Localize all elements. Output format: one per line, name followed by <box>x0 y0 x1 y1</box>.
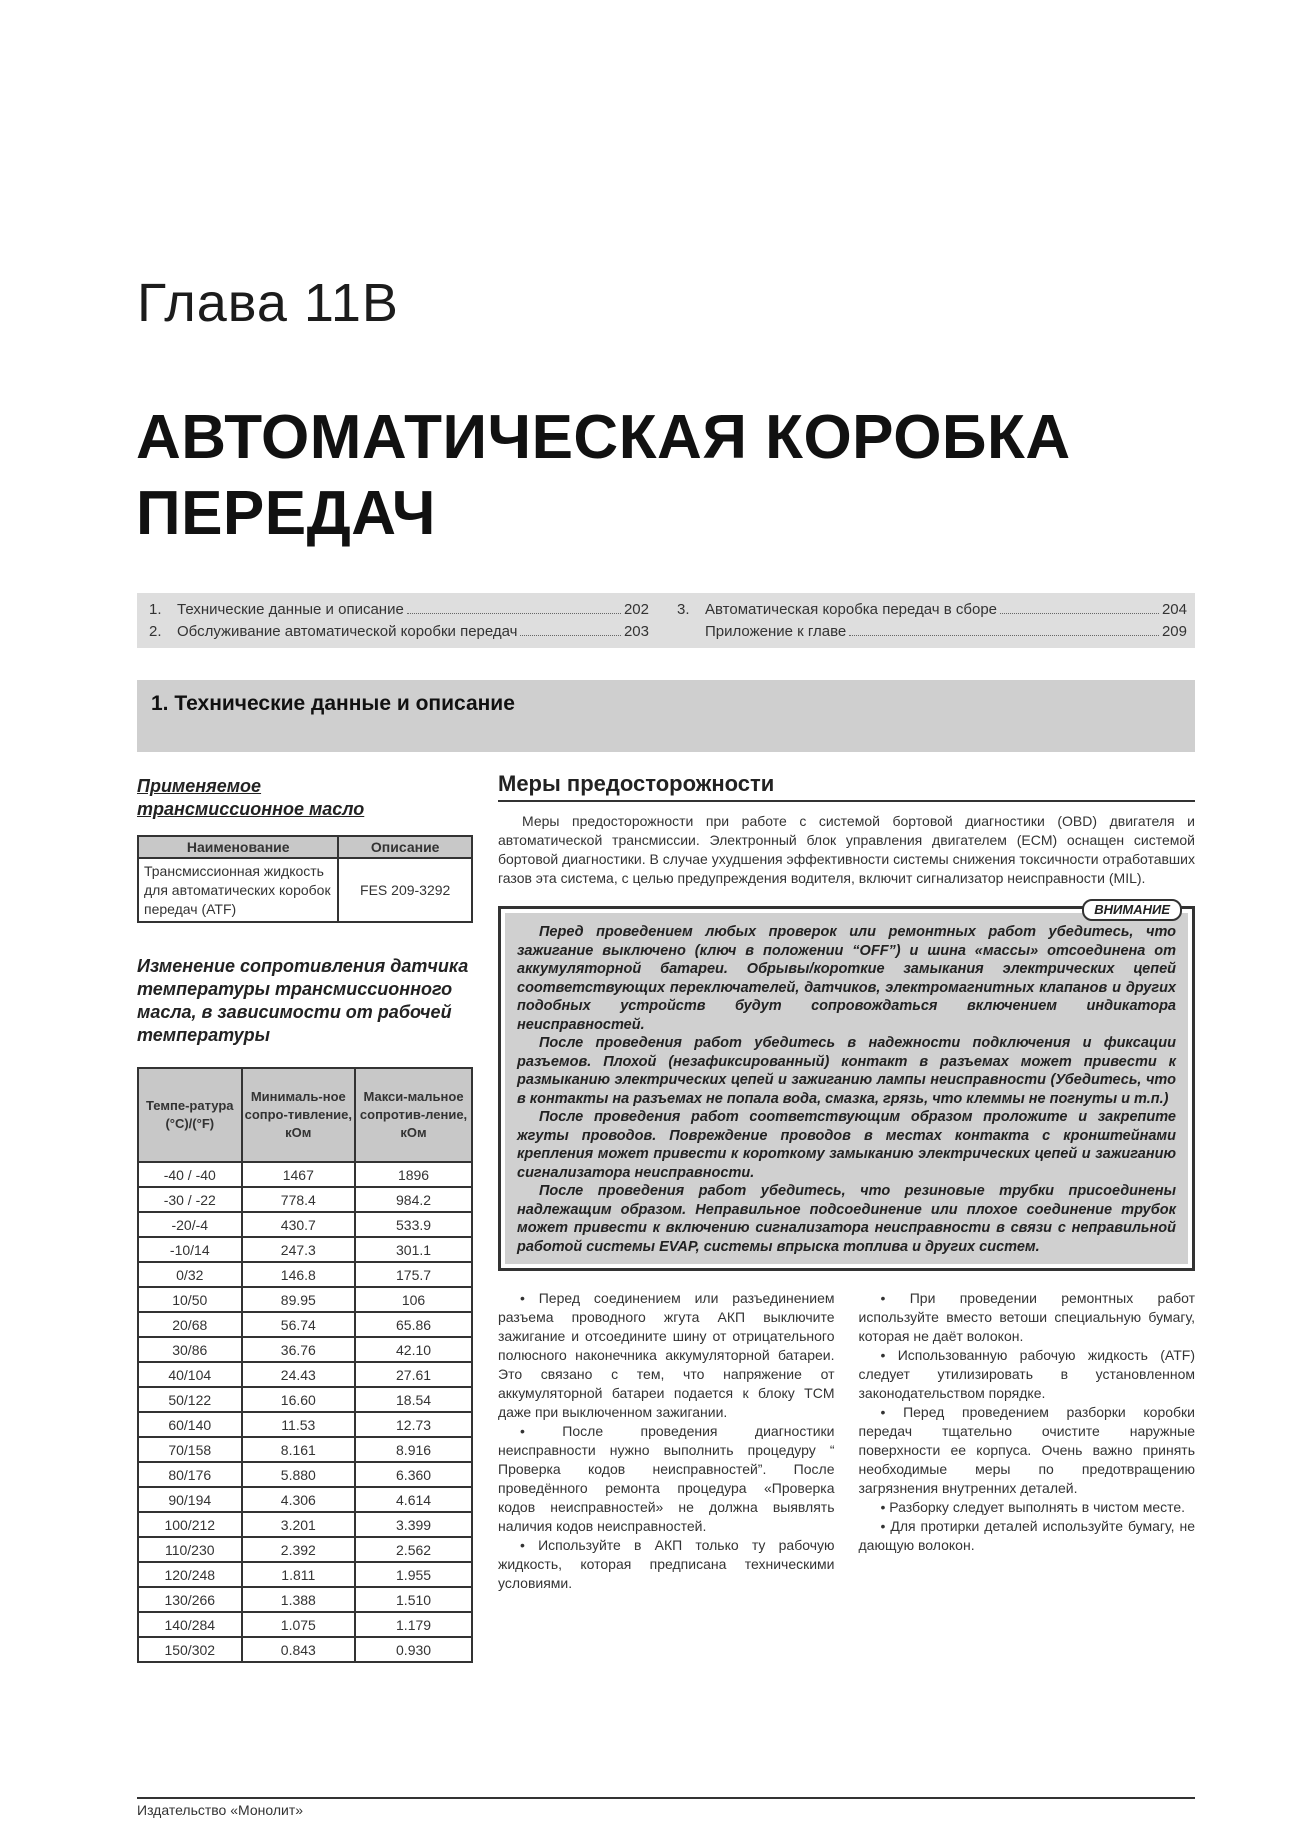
table-cell: 140/284 <box>138 1612 242 1637</box>
toc-item-number <box>677 621 705 643</box>
toc-leader-dots <box>849 621 1159 636</box>
resistance-table <box>137 1067 473 1663</box>
chapter-title-line2: ПЕРЕДАЧ <box>136 479 436 548</box>
bullet-item: • Для протирки деталей используйте бумагу, не дающую волокон. <box>858 1518 1195 1553</box>
table-cell: 4.614 <box>355 1487 472 1512</box>
table-cell: 2.392 <box>242 1537 356 1562</box>
table-cell: 89.95 <box>242 1287 356 1312</box>
oil-title-line1: Применяемое <box>137 776 262 796</box>
resistance-table-body <box>138 1162 472 1662</box>
publisher-footer: Издательство «Монолит» <box>137 1802 304 1818</box>
table-cell: 120/248 <box>138 1562 242 1587</box>
table-cell: -10/14 <box>138 1237 242 1262</box>
table-cell: 1896 <box>355 1162 472 1187</box>
table-row <box>138 1162 472 1187</box>
bullet-column-right <box>859 1289 1196 1593</box>
section-header-bar <box>137 680 1195 752</box>
toc-item-number: 1. <box>149 601 162 618</box>
table-cell: -30 / -22 <box>138 1187 242 1212</box>
table-row <box>138 1237 472 1262</box>
table-cell: 18.54 <box>355 1387 472 1412</box>
table-cell: 56.74 <box>242 1312 356 1337</box>
table-cell: 100/212 <box>138 1512 242 1537</box>
table-row <box>138 1262 472 1287</box>
toc-column-left <box>149 599 649 643</box>
table-cell: 778.4 <box>242 1187 356 1212</box>
warning-paragraph: После проведения работ убедитесь в надежности подключения и фиксации разъемов. Плохой (незафиксированный) контакт в разъемах может привести к размыканию электрических цепей и зажиганию лампы неисправности (Убедитесь, что в контакты на разъемах не попала вода, смазка, грязь, что клеммы не погнуты и т.п.) <box>517 1035 1176 1107</box>
table-row <box>138 1462 472 1487</box>
table-cell: 50/122 <box>138 1387 242 1412</box>
table-cell: 3.399 <box>355 1512 472 1537</box>
table-cell: 2.562 <box>355 1537 472 1562</box>
table-cell: 60/140 <box>138 1412 242 1437</box>
table-row <box>138 1437 472 1462</box>
table-cell: 4.306 <box>242 1487 356 1512</box>
column-header: Макси-мальное сопротив-ление, кОм <box>355 1068 472 1162</box>
table-row <box>138 1362 472 1387</box>
toc-item[interactable] <box>149 599 649 621</box>
table-row <box>138 1587 472 1612</box>
warning-box <box>498 902 1195 1271</box>
table-cell: 0.930 <box>355 1637 472 1662</box>
toc-item-page: 203 <box>623 623 649 640</box>
table-cell: 247.3 <box>242 1237 356 1262</box>
table-cell: 70/158 <box>138 1437 242 1462</box>
toc-item[interactable] <box>677 599 1187 621</box>
table-cell: 3.201 <box>242 1512 356 1537</box>
table-cell: 0.843 <box>242 1637 356 1662</box>
column-header: Описание <box>338 836 472 858</box>
toc-item-page: 209 <box>1161 623 1187 640</box>
chapter-title-line1: АВТОМАТИЧЕСКАЯ КОРОБКА <box>136 403 1071 472</box>
toc-column-right <box>677 599 1187 643</box>
toc-item[interactable] <box>149 621 649 643</box>
bullet-item: • После проведения диагностики неисправности нужно выполнить процедуру “ Проверка кодов неисправностей”. После проведённого ремонта процедура «Проверка кодов неисправностей» не должна выявлять наличия кодов неисправностей. <box>498 1423 835 1534</box>
toc-item[interactable] <box>677 621 1187 643</box>
table-row <box>138 858 472 922</box>
table-cell: 533.9 <box>355 1212 472 1237</box>
precautions-heading: Меры предосторожности <box>498 771 1195 802</box>
table-cell: 1.388 <box>242 1587 356 1612</box>
table-cell: 1.075 <box>242 1612 356 1637</box>
bullet-item: • Разборку следует выполнять в чистом месте. <box>880 1499 1186 1515</box>
oil-desc-cell: FES 209-3292 <box>338 858 472 922</box>
table-row <box>138 1637 472 1662</box>
table-row <box>138 1487 472 1512</box>
table-cell: 65.86 <box>355 1312 472 1337</box>
table-cell: -40 / -40 <box>138 1162 242 1187</box>
table-cell: 130/266 <box>138 1587 242 1612</box>
bullet-item: • При проведении ремонтных работ используйте вместо ветоши специальную бумагу, которая не даёт волокон. <box>858 1290 1195 1344</box>
column-header: Темпе-ратура (°C)/(°F) <box>138 1068 242 1162</box>
table-row <box>138 1537 472 1562</box>
warning-paragraph: После проведения работ убедитесь, что резиновые трубки присоединены надлежащим образом. Неправильное подсоединение или плохое соединение трубок может привести к включению сигнализатора неисправности в связи с неправильной работой системы EVAP, системы впрыска топлива и других систем. <box>517 1183 1176 1255</box>
table-row <box>138 1612 472 1637</box>
bullet-column-left <box>498 1289 835 1593</box>
toc-item-text: Обслуживание автоматической коробки передач <box>177 623 518 640</box>
table-cell: 984.2 <box>355 1187 472 1212</box>
chapter-title <box>136 400 1236 552</box>
table-row <box>138 1512 472 1537</box>
oil-table <box>137 835 473 923</box>
oil-section-title <box>137 775 473 821</box>
table-cell: 1.811 <box>242 1562 356 1587</box>
bullet-item: • Используйте в АКП только ту рабочую жидкость, которая предписана техническими условиями. <box>498 1537 835 1591</box>
bullet-item: • Использованную рабочую жидкость (ATF) следует утилизировать в установленном законодательством порядке. <box>858 1347 1195 1401</box>
table-cell: 5.880 <box>242 1462 356 1487</box>
precautions-intro: Меры предосторожности при работе с системой бортовой диагностики (OBD) двигателя и автоматической трансмиссии. Электронный блок управления двигателем (ECM) оснащен системой бортовой диагностики. В случае ухудшения эффективности системы снижения токсичности отработавших газов эта система, с целью предупреждения водителя, включит сигнализатор неисправности (MIL). <box>498 813 1195 886</box>
table-cell: -20/-4 <box>138 1212 242 1237</box>
table-row <box>138 1387 472 1412</box>
table-row <box>138 1312 472 1337</box>
table-cell: 16.60 <box>242 1387 356 1412</box>
left-column <box>137 775 473 1663</box>
bullet-item: • Перед проведением разборки коробки передач тщательно очистите наружные поверхности ее корпуса. Очень важно принять необходимые меры по предотвращению загрязнения внутренних деталей. <box>858 1404 1195 1496</box>
footer-divider <box>137 1797 1195 1799</box>
table-cell: 42.10 <box>355 1337 472 1362</box>
toc-item-text: Технические данные и описание <box>177 601 404 618</box>
table-row <box>138 1287 472 1312</box>
toc-item-text: Приложение к главе <box>705 623 847 640</box>
warning-paragraph: После проведения работ соответствующим образом проложите и закрепите жгуты проводов. Повреждение проводов в местах контакта с кронштейнами крепления может привести к короткому замыканию электрических цепей и зажиганию сигнализатора неисправности. <box>517 1109 1176 1181</box>
warning-paragraph: Перед проведением любых проверок или ремонтных работ убедитесь, что зажигание выключено (ключ в положении “OFF”) и шина «массы» отсоединена от аккумуляторной батареи. Обрывы/короткие замыкания электрических цепей соответствующих переключателей, датчиков, электромагнитных клапанов и других подобных устройств будут сопровождаться включением индикатора неисправностей. <box>517 924 1176 1033</box>
toc-item-text: Автоматическая коробка передач в сборе <box>705 601 998 618</box>
table-of-contents <box>137 593 1195 648</box>
toc-item-number: 3. <box>677 601 690 618</box>
table-cell: 146.8 <box>242 1262 356 1287</box>
table-cell: 110/230 <box>138 1537 242 1562</box>
column-header: Минималь-ное сопро-тивление, кОм <box>242 1068 356 1162</box>
table-cell: 12.73 <box>355 1412 472 1437</box>
oil-name-cell: Трансмиссионная жидкость для автоматических коробок передач (ATF) <box>138 858 338 922</box>
toc-item-page: 202 <box>623 601 649 618</box>
sensor-section-title: Изменение сопротивления датчика температуры трансмиссионного масла, в зависимости от рабочей температуры <box>137 956 469 1045</box>
table-row <box>138 1187 472 1212</box>
table-header-row <box>138 1068 472 1162</box>
table-cell: 430.7 <box>242 1212 356 1237</box>
table-header-row <box>138 836 472 858</box>
table-cell: 90/194 <box>138 1487 242 1512</box>
table-cell: 80/176 <box>138 1462 242 1487</box>
toc-leader-dots <box>520 621 620 636</box>
table-row <box>138 1337 472 1362</box>
table-cell: 40/104 <box>138 1362 242 1387</box>
table-cell: 30/86 <box>138 1337 242 1362</box>
chapter-label: Глава 11B <box>137 273 399 333</box>
table-cell: 27.61 <box>355 1362 472 1387</box>
toc-leader-dots <box>407 599 621 614</box>
table-cell: 24.43 <box>242 1362 356 1387</box>
table-cell: 0/32 <box>138 1262 242 1287</box>
toc-item-page: 204 <box>1161 601 1187 618</box>
table-cell: 20/68 <box>138 1312 242 1337</box>
warning-badge: ВНИМАНИЕ <box>1082 899 1182 921</box>
table-row <box>138 1212 472 1237</box>
table-cell: 301.1 <box>355 1237 472 1262</box>
table-row <box>138 1412 472 1437</box>
table-row <box>138 1562 472 1587</box>
table-cell: 8.916 <box>355 1437 472 1462</box>
toc-item-number: 2. <box>149 623 162 640</box>
bullet-item: • Перед соединением или разъединением разъема проводного жгута АКП выключите зажигание и отсоедините шину от отрицательного полюсного наконечника аккумуляторной батареи. Это связано с тем, что напряжение от аккумуляторной батареи подается к блоку TCM даже при выключенном зажигании. <box>498 1290 835 1420</box>
table-cell: 10/50 <box>138 1287 242 1312</box>
oil-title-line2: трансмиссионное масло <box>137 799 365 819</box>
right-column <box>498 771 1195 1593</box>
table-cell: 106 <box>355 1287 472 1312</box>
table-cell: 6.360 <box>355 1462 472 1487</box>
table-cell: 36.76 <box>242 1337 356 1362</box>
toc-leader-dots <box>1000 599 1159 614</box>
table-cell: 11.53 <box>242 1412 356 1437</box>
table-cell: 1.510 <box>355 1587 472 1612</box>
table-cell: 150/302 <box>138 1637 242 1662</box>
bullet-columns <box>498 1289 1195 1593</box>
column-header: Наименование <box>138 836 338 858</box>
table-cell: 8.161 <box>242 1437 356 1462</box>
table-cell: 1467 <box>242 1162 356 1187</box>
section-title: 1. Технические данные и описание <box>151 692 515 715</box>
table-cell: 175.7 <box>355 1262 472 1287</box>
table-cell: 1.179 <box>355 1612 472 1637</box>
warning-content <box>505 913 1188 1264</box>
table-cell: 1.955 <box>355 1562 472 1587</box>
